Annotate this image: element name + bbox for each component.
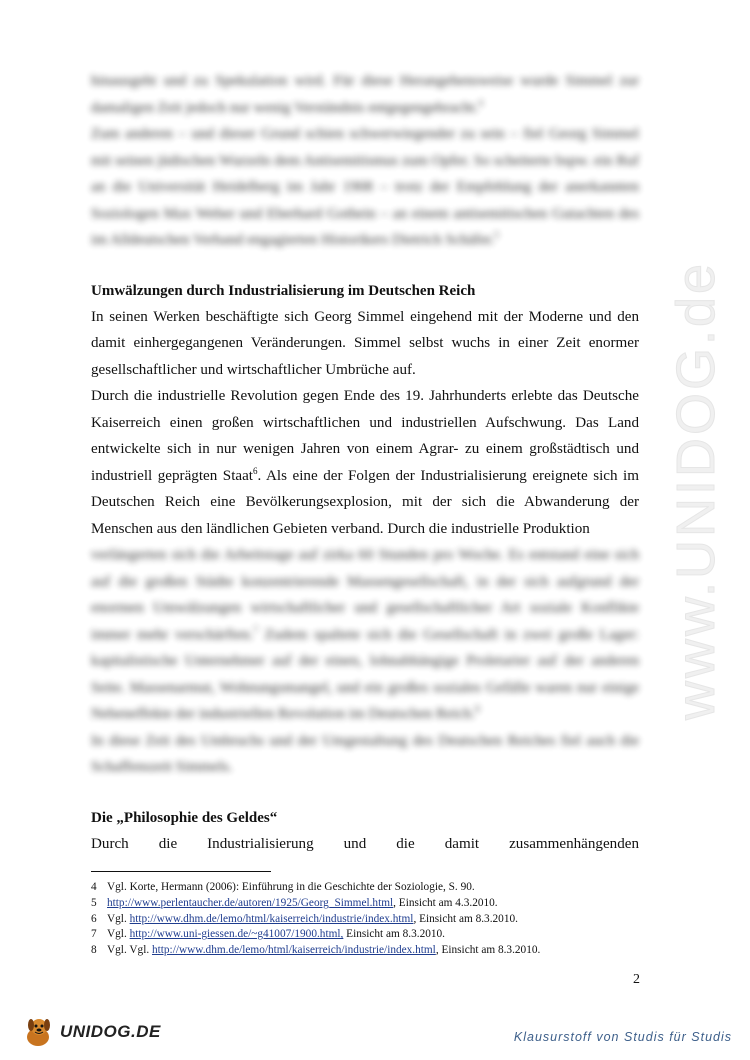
footnote-suffix: , Einsicht am 8.3.2010. bbox=[435, 944, 541, 957]
footnote-suffix: Einsicht am 8.3.2010. bbox=[343, 928, 446, 941]
footnote bbox=[91, 880, 639, 896]
page-content bbox=[91, 68, 639, 857]
footnote-number: 7 bbox=[91, 928, 97, 941]
page-number: 2 bbox=[633, 972, 640, 987]
footnote bbox=[91, 896, 639, 912]
blurred-section-middle bbox=[91, 542, 639, 781]
footnote-link[interactable]: http://www.perlentaucher.de/autoren/1925/Georg_Simmel.html bbox=[107, 896, 394, 909]
footnote-link[interactable]: http://www.dhm.de/lemo/html/kaiserreich/industrie/index.html bbox=[151, 944, 436, 957]
footnote-number: 5 bbox=[91, 896, 97, 909]
footnote-ref: 6 bbox=[253, 465, 258, 476]
footnote-number: 4 bbox=[91, 881, 97, 893]
document-page: www.UNIDOG.de hinausgeht und zu Spekulation wird. Für diese Herangehensweise wurde Simmel zur damaligen Zeit jedoch nur wenig Verständnis entgegengebracht.$^4$ Zum anderen – und dieser Grund schien schwerwiegender zu sein – fiel Georg Simmel mit seinen jüdischen Wurzeln dem Antisemitismus zum Opfer. So scheiterte bspw. ein Ruf an die Universität Heidelberg im Jahr 1908 – trotz der Empfehlung der anerkannten Soziologen Max Weber und Eberhard Gothein – an einem antisemitischen Gutachten des im Alldeutschen Verband engagierten Historikers Dietrich Schäfer.$^5$ Umwälzungen durch Industrialisierung im Deutschen Reich In seinen Werken beschäftigte sich Georg Simmel eingehend mit der Moderne und den damit einhergegangenen Veränderungen. Simmel selbst wuchs in einer Zeit enormer gesellschaftlicher und wirtschaftlicher Umbrüche auf. Durch die industrielle Revolution gegen Ende des 19. Jahrhunderts erlebte das Deutsche Kaiserreich einen großen wirtschaftlichen und industriellen Aufschwung. Das Land entwickelte sich in nur wenigen Jahren von einem Agrar- zu einem großstädtisch und industriell geprägten Staat$^6$. Als eine der Folgen der Industrialisierung ereignete sich im Deutschen Reich eine Bevölkerungsexplosion, mit der sich die Abwanderung der Menschen aus den ländlichen Gebieten verband. Durch die industrielle Produktion verlängerten sich die Arbeitstage auf zirka 60 Stunden pro Woche. Es entstand eine sich auf die großen Städte konzentrierende Massengesellschaft, in der sich aufgrund der enormen Umwälzungen wirtschaftlicher und gesellschaftlicher Art soziale Konflikte immer mehr verschärften.$^7$ Zudem spaltete sich die Gesellschaft in zwei große Lager: kapitalistische Unternehmer auf der einen, lohnabhängige Proletarier auf der anderen Seite. Massenarmut, Wohnungsmangel, und ein großes soziales Gefälle waren nur einige Nebeneffekte der industriellen Revolution im Deutschen Reich.$^8$ In diese Zeit des Umbruchs und der Umgestaltung des Deutschen Reiches fiel auch die Schaffenszeit Simmels. Die „Philosophie des Geldes“ Durch die Industrialisierung und die damit zusammenhängenden 4 Vgl. Korte, Hermann (2006): Einführung in die Geschichte der Soziologie, S. 90. 5 http://www.perlentaucher.de/autoren/1925/Georg_Simmel.html, Einsicht am 4.3.2010. 6 Vgl. http://www.dhm.de/lemo/html/kaiserreich/industrie/index.html, Einsicht am 8.3.2010. 7 Vgl. http://www.uni-giessen.de/~g41007/1900.html, Einsicht am 8.3.2010. 8 Vgl. Vgl. http://www.dhm.de/lemo/html/kaiserreich/industrie/index.html, Einsicht am 8.3.2010. 2 UNIDOG.DE Klausurstoff von Studis für Studis bbox=[0, 0, 750, 1060]
dog-icon bbox=[22, 1015, 56, 1049]
footnote-text: Vgl. bbox=[107, 912, 130, 925]
paragraph: hinausgeht und zu Spekulation wird. Für diese Herangehensweise wurde Simmel zur damaligen Zeit jedoch nur wenig Verständnis entgegengebracht.$^4$ bbox=[91, 73, 639, 116]
footnotes bbox=[91, 871, 639, 959]
blurred-section-top bbox=[91, 68, 639, 254]
footnote-link[interactable]: http://www.dhm.de/lemo/html/kaiserreich/industrie/index.html bbox=[129, 912, 414, 925]
footnote-suffix: , Einsicht am 4.3.2010. bbox=[393, 896, 498, 909]
footnote bbox=[91, 912, 639, 928]
paragraph: Zum anderen – und dieser Grund schien schwerwiegender zu sein – fiel Georg Simmel mit seinen jüdischen Wurzeln dem Antisemitismus zum Opfer. So scheiterte bspw. ein Ruf an die Universität Heidelberg im Jahr 1908 – trotz der Empfehlung der anerkannten Soziologen Max Weber und Eberhard Gothein – an einem antisemitischen Gutachten des im Alldeutschen Verband engagierten Historikers Dietrich Schäfer.$^5$ bbox=[91, 126, 639, 248]
section-heading: Die „Philosophie des Geldes“ bbox=[91, 809, 278, 826]
section-heading: Umwälzungen durch Industrialisierung im Deutschen Reich bbox=[91, 282, 476, 299]
paragraph: In seinen Werken beschäftigte sich Georg Simmel eingehend mit der Moderne und den damit einhergegangenen Veränderungen. Simmel selbst wuchs in einer Zeit enormer gesellschaftlicher und wirtschaftlicher Umbrüche auf. bbox=[91, 308, 639, 378]
paragraph: Durch die industrielle Revolution gegen Ende des 19. Jahrhunderts erlebte das Deutsche Kaiserreich einen großen wirtschaftlichen und industriellen Aufschwung. Das Land entwickelte sich in nur wenigen Jahren von einem Agrar- zu einem großstädtisch und industriell geprägten Staat$^6$. Als eine der Folgen der Industrialisierung ereignete sich im Deutschen Reich eine Bevölkerungsexplosion, mit der sich die Abwanderung der Menschen aus den ländlichen Gebieten verband. Durch die industrielle Produktion bbox=[91, 388, 639, 537]
footnote-text: Vgl. bbox=[107, 928, 130, 941]
paragraph: verlängerten sich die Arbeitstage auf zirka 60 Stunden pro Woche. Es entstand eine sich auf die großen Städte konzentrierende Massengesellschaft, in der sich aufgrund der enormen Umwälzungen wirtschaftlicher und gesellschaftlicher Art soziale Konflikte immer mehr verschärften.$^7$ Zudem spaltete sich die Gesellschaft in zwei große Lager: kapitalistische Unternehmer auf der einen, lohnabhängige Proletarier auf der anderen Seite. Massenarmut, Wohnungsmangel, und ein großes soziales Gefälle waren nur einige Nebeneffekte der industriellen Revolution im Deutschen Reich.$^8$ bbox=[91, 547, 639, 722]
footnote-number: 8 bbox=[91, 944, 97, 957]
paragraph: In diese Zeit des Umbruchs und der Umgestaltung des Deutschen Reiches fiel auch die Schaffenszeit Simmels. bbox=[91, 732, 639, 775]
footnote-number: 6 bbox=[91, 912, 97, 925]
footnote-text: Vgl. Korte, Hermann (2006): Einführung in die Geschichte der Soziologie, S. 90. bbox=[107, 881, 475, 893]
footnote bbox=[91, 943, 639, 959]
logo-text: UNIDOG.DE bbox=[60, 1022, 161, 1041]
tagline: Klausurstoff von Studis für Studis bbox=[513, 1030, 732, 1044]
unidog-logo bbox=[22, 1012, 161, 1052]
footnote-suffix: , Einsicht am 8.3.2010. bbox=[413, 912, 518, 925]
footnote bbox=[91, 927, 639, 943]
footnote-text: Vgl. Vgl. bbox=[107, 944, 152, 957]
footnote-link[interactable]: http://www.uni-giessen.de/~g41007/1900.html, bbox=[129, 928, 344, 941]
footnote-divider bbox=[91, 871, 271, 872]
paragraph: Durch die Industrialisierung und die damit zusammenhängenden bbox=[91, 835, 639, 852]
